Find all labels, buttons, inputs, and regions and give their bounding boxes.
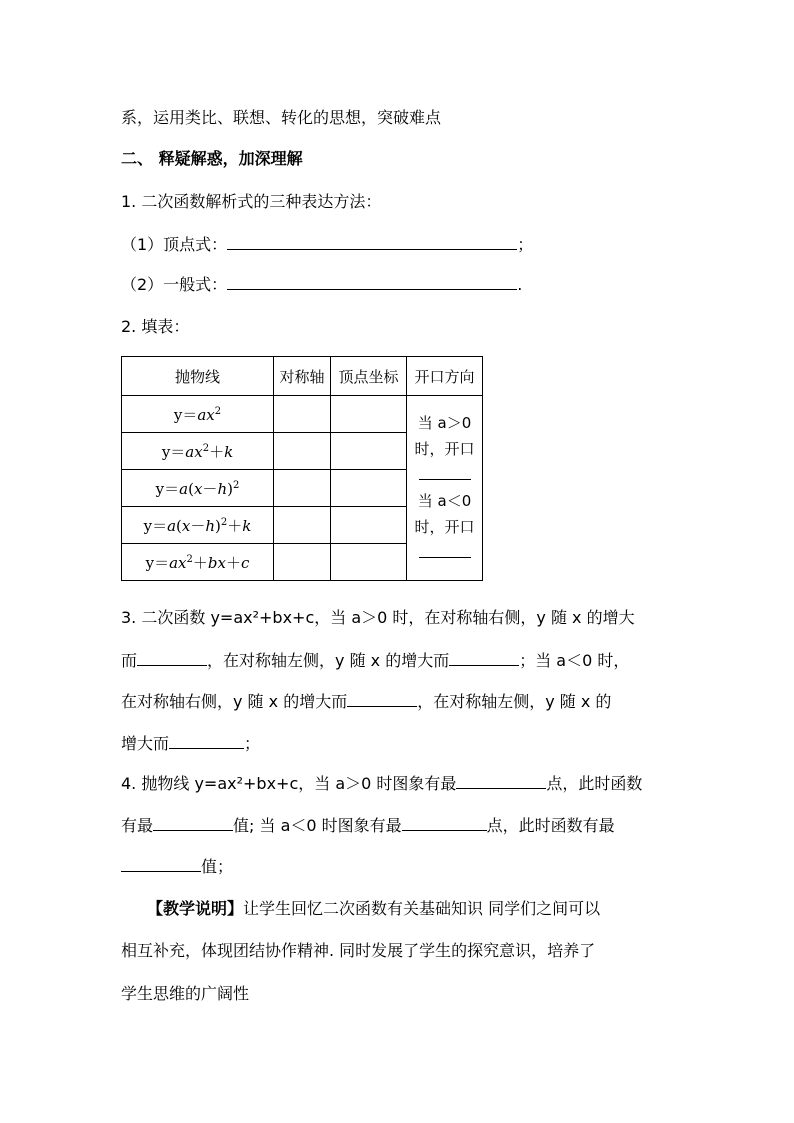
q3-blank-1[interactable] — [137, 649, 207, 666]
open-neg-line1: 当 a＜0 — [417, 492, 472, 510]
note-line1 — [147, 898, 600, 920]
q3-line3 — [121, 690, 611, 713]
q4-line3 — [121, 855, 233, 878]
q1-item2-end: . — [517, 275, 523, 294]
open-neg-blank[interactable] — [419, 545, 471, 558]
q3-text: ；当 a＜0 时， — [519, 651, 630, 670]
q4-text: 点，此时函数 — [546, 774, 643, 793]
open-neg-line2: 时，开口 — [414, 518, 475, 536]
axis-cell[interactable] — [274, 396, 331, 433]
vertex-cell[interactable] — [331, 544, 407, 581]
q4-blank-3[interactable] — [402, 814, 487, 831]
q4-line1 — [121, 772, 642, 795]
axis-cell[interactable] — [274, 544, 331, 581]
q4-blank-2[interactable] — [153, 814, 233, 831]
q3-blank-3[interactable] — [347, 690, 417, 707]
q3-line4 — [121, 732, 260, 755]
q1-item2-label: （2）一般式： — [121, 275, 228, 294]
q4-text: 点，此时函数有最 — [486, 816, 615, 835]
note-label: 【教学说明】 — [147, 899, 244, 918]
q4-blank-1[interactable] — [456, 772, 546, 789]
q3-text: 增大而 — [121, 734, 170, 753]
q2-title: 2. 填表： — [121, 317, 190, 336]
q3-blank-4[interactable] — [169, 732, 244, 749]
q3-text: ，在对称轴左侧，y 随 x 的 — [417, 692, 612, 711]
q3-line1: 3. 二次函数 y=ax²+bx+c，当 a＞0 时，在对称轴右侧，y 随 x 的增大 — [121, 608, 635, 627]
formula-2: $y=ax^2+k$ — [122, 433, 274, 470]
parabola-table — [121, 356, 483, 581]
header-vertex: 顶点坐标 — [331, 357, 407, 396]
q1-item1-label: （1）顶点式： — [121, 235, 228, 254]
table-row — [122, 396, 483, 433]
axis-cell[interactable] — [274, 433, 331, 470]
q3-text: 在对称轴右侧，y 随 x 的增大而 — [121, 692, 348, 711]
vertex-form-blank[interactable] — [227, 233, 517, 250]
vertex-cell[interactable] — [331, 396, 407, 433]
q4-text: 4. 抛物线 y=ax²+bx+c，当 a＞0 时图象有最 — [121, 774, 457, 793]
note-text: 让学生回忆二次函数有关基础知识 同学们之间可以 — [243, 899, 601, 918]
q4-line2 — [121, 814, 615, 837]
formula-1: $y=ax^2$ — [122, 396, 274, 433]
note-line2: 相互补充，体现团结协作精神. 同时发展了学生的探究意识，培养了 — [121, 941, 596, 960]
header-opening: 开口方向 — [407, 357, 483, 396]
vertex-cell[interactable] — [331, 507, 407, 544]
q1-item-vertex-form — [121, 233, 533, 256]
q3-line2 — [121, 649, 629, 672]
open-pos-blank[interactable] — [419, 467, 471, 480]
header-parabola: 抛物线 — [122, 357, 274, 396]
formula-4: $y=a(x-h)^2+k$ — [122, 507, 274, 544]
q3-text: 而 — [121, 651, 138, 670]
intro-line: 系，运用类比、联想、转化的思想，突破难点 — [121, 108, 442, 127]
note-line3: 学生思维的广阔性 — [121, 984, 250, 1003]
opening-direction-cell — [407, 396, 483, 581]
axis-cell[interactable] — [274, 470, 331, 507]
q4-text: 有最 — [121, 816, 154, 835]
open-pos-line2: 时，开口 — [414, 440, 475, 458]
q3-blank-2[interactable] — [449, 649, 519, 666]
vertex-cell[interactable] — [331, 470, 407, 507]
open-pos-line1: 当 a＞0 — [417, 414, 472, 432]
q1-title: 1. 二次函数解析式的三种表达方法： — [121, 192, 382, 211]
header-axis: 对称轴 — [274, 357, 331, 396]
general-form-blank[interactable] — [227, 273, 517, 290]
q3-text: ； — [244, 734, 261, 753]
q4-text: 值； — [201, 857, 234, 876]
vertex-cell[interactable] — [331, 433, 407, 470]
formula-3: $y=a(x-h)^2$ — [122, 470, 274, 507]
q3-text: ，在对称轴左侧，y 随 x 的增大而 — [207, 651, 450, 670]
formula-5: $y=ax^2+bx+c$ — [122, 544, 274, 581]
q1-item1-end: ； — [517, 235, 534, 254]
axis-cell[interactable] — [274, 507, 331, 544]
q4-text: 值; 当 a＜0 时图象有最 — [233, 816, 402, 835]
q1-item-general-form — [121, 273, 522, 296]
section-heading: 二、 释疑解惑，加深理解 — [121, 149, 303, 168]
q4-blank-4[interactable] — [121, 855, 201, 872]
